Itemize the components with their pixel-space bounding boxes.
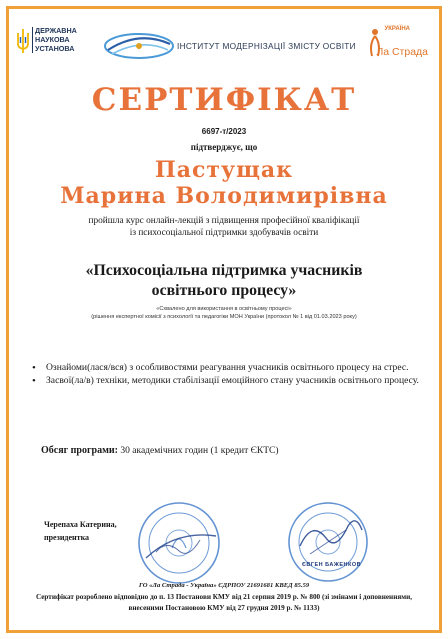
- trident-icon: [16, 28, 30, 54]
- course-intro-line-2: із психосоціальної підтримки здобувачів освіти: [129, 227, 319, 238]
- course-title: [0, 261, 448, 301]
- confirms-text: підтверджує, що: [190, 142, 258, 152]
- gov-line-3: УСТАНОВА: [35, 44, 75, 53]
- signer-name: Черепаха Катерина,: [44, 520, 117, 529]
- institute-name: ІНСТИТУТ МОДЕРНІЗАЦІЇ ЗМІСТУ ОСВІТИ: [177, 41, 356, 51]
- program-volume: [41, 445, 279, 456]
- round-stamp-right: [286, 500, 370, 584]
- signer-role: президентка: [44, 533, 90, 542]
- approval-note-line-2: (рішення експертної комісії з психології та педагогіки МОН України (протокол № 1 від 01.03.2023 року): [91, 314, 357, 320]
- round-stamp-left: [136, 500, 222, 586]
- recipient-surname: Пастущак: [154, 157, 294, 183]
- gov-line-1: ДЕРЖАВНА: [35, 26, 77, 35]
- recipient-name: [0, 157, 448, 209]
- program-volume-value: 30 академічних годин (1 кредит ЄКТС): [120, 446, 279, 456]
- legal-basis-note: Сертифікат розроблено відповідно до п. 13 Постанови КМУ від 21 серпня 2019 р. № 800 (зі змінами і доповненнями, внесеними Постановою КМУ від 27 грудня 2019 р. № 1133): [35, 593, 413, 612]
- course-title-line-1: «Психосоціальна підтримка учасників: [85, 262, 363, 279]
- approval-note: [0, 305, 448, 321]
- signature-caption: ЄВГЕН БАЖЕНКОВ: [302, 562, 362, 568]
- signer-block: [44, 518, 117, 544]
- certificate-title: СЕРТИФІКАТ: [91, 82, 357, 118]
- lastrada-country: УКРАЇНА: [384, 26, 410, 32]
- recipient-given-names: Марина Володимирівна: [60, 183, 388, 209]
- institute-globe-logo: [94, 26, 184, 66]
- course-intro-line-1: пройшла курс онлайн-лекцій з підвищення професійної кваліфікації: [88, 216, 360, 226]
- gov-divider: [32, 27, 33, 53]
- lastrada-name: Ла Страда: [376, 46, 428, 58]
- gov-label: [35, 26, 77, 53]
- course-title-line-2: освітнього процесу»: [151, 282, 297, 299]
- header-logos: [14, 18, 434, 74]
- list-item: • Засвої(ла/в) техніки, методики стабілізації емоційного стану учасників освітнього процесу.: [30, 375, 420, 387]
- learning-outcomes-list: [30, 362, 420, 388]
- organization-registration: ГО «Ла Страда - Україна» ЄДРПОУ 21691681 КВЕД 85.59: [138, 582, 310, 589]
- government-logo: [16, 26, 96, 66]
- certificate-number: 6697-т/2023: [201, 127, 247, 136]
- approval-note-line-1: «Схвалено для використання в освітньому процесі»: [156, 306, 292, 312]
- lastrada-logo: [366, 22, 430, 62]
- gov-line-2: НАУКОВА: [35, 35, 70, 44]
- program-volume-label: Обсяг програми:: [41, 445, 118, 456]
- list-item: • Ознайоми(лася/вся) з особливостями реагування учасників освітнього процесу на стрес.: [30, 362, 420, 374]
- course-intro: [0, 216, 448, 239]
